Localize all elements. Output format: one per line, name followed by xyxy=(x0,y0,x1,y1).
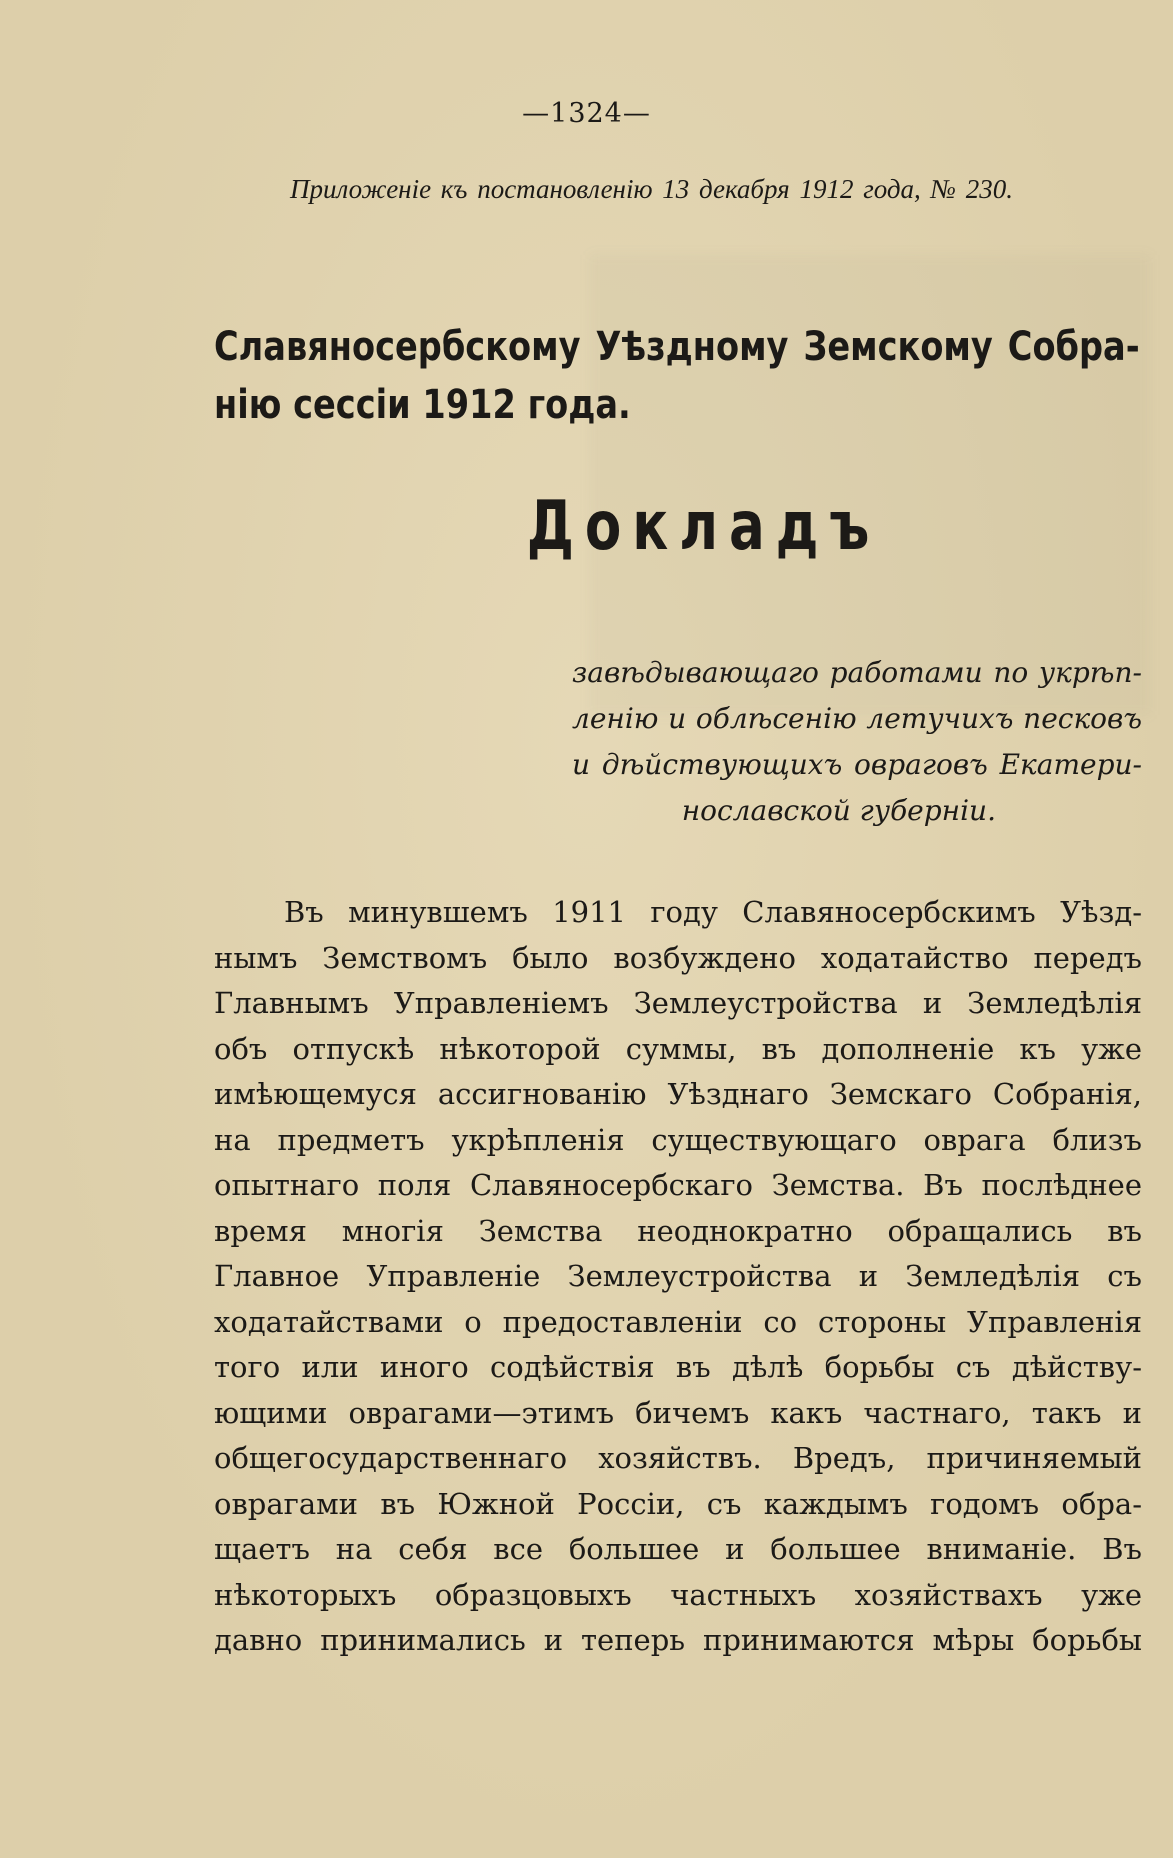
body-line: давно принимались и теперь принимаются мѣры борьбы xyxy=(214,1623,1142,1657)
author-line: завѣдывающаго работами по укрѣп- xyxy=(572,656,1142,689)
body-line: имѣющемуся ассигнованiю Уѣзднаго Земскаго Собранiя, xyxy=(214,1077,1142,1111)
author-line: и дѣйствующихъ овраговъ Екатери- xyxy=(572,748,1142,781)
addressee-line: нiю сессiи 1912 года. xyxy=(214,382,631,428)
document-title: Докладъ xyxy=(526,487,881,566)
body-line: того или иного содѣйствiя въ дѣлѣ борьбы съ дѣйству- xyxy=(214,1350,1142,1384)
body-line: Главное Управленiе Землеустройства и Земледѣлiя съ xyxy=(214,1259,1142,1293)
author-line: нославской губернiи. xyxy=(681,794,996,827)
body-line: нѣкоторыхъ образцовыхъ частныхъ хозяйствахъ уже xyxy=(214,1577,1142,1612)
body-line: объ отпускѣ нѣкоторой суммы, въ дополненiе къ уже xyxy=(214,1031,1142,1066)
body-line: щаетъ на себя все большее и большее вниманiе. Въ xyxy=(214,1532,1142,1566)
body-line: общегосударственнаго хозяйствъ. Вредъ, причиняемый xyxy=(214,1441,1142,1475)
body-line: на предметъ укрѣпленiя существующаго оврага близъ xyxy=(214,1122,1142,1157)
body-line: опытнаго поля Славяносербскаго Земства. Въ послѣднее xyxy=(214,1168,1142,1202)
body-line: оврагами въ Южной Россiи, съ каждымъ годомъ обра- xyxy=(214,1486,1142,1521)
author-block xyxy=(572,650,1142,834)
addressee-heading xyxy=(214,318,1140,434)
body-line: Главнымъ Управленiемъ Землеустройства и Земледѣлiя xyxy=(214,986,1142,1020)
page-number: —1324— xyxy=(522,98,651,129)
body-line: ходатайствами о предоставленiи со стороны Управленiя xyxy=(214,1304,1142,1339)
body-line: время многiя Земства неоднократно обращались въ xyxy=(214,1213,1142,1248)
body-line: ющими оврагами—этимъ бичемъ какъ частнаго, такъ и xyxy=(214,1395,1142,1430)
body-paragraph xyxy=(214,890,1142,1664)
addressee-line: Славяносербскому Уѣздному Земскому Собра- xyxy=(214,324,1140,370)
body-line: Въ минувшемъ 1911 году Славяносербскимъ Уѣзд- xyxy=(284,895,1142,929)
appendix-line: Приложенiе къ постановленiю 13 декабря 1912 года, № 230. xyxy=(290,174,1013,204)
body-line: нымъ Земствомъ было возбуждено ходатайство передъ xyxy=(214,940,1142,975)
author-line: ленiю и облѣсенiю летучихъ песковъ xyxy=(572,702,1142,735)
